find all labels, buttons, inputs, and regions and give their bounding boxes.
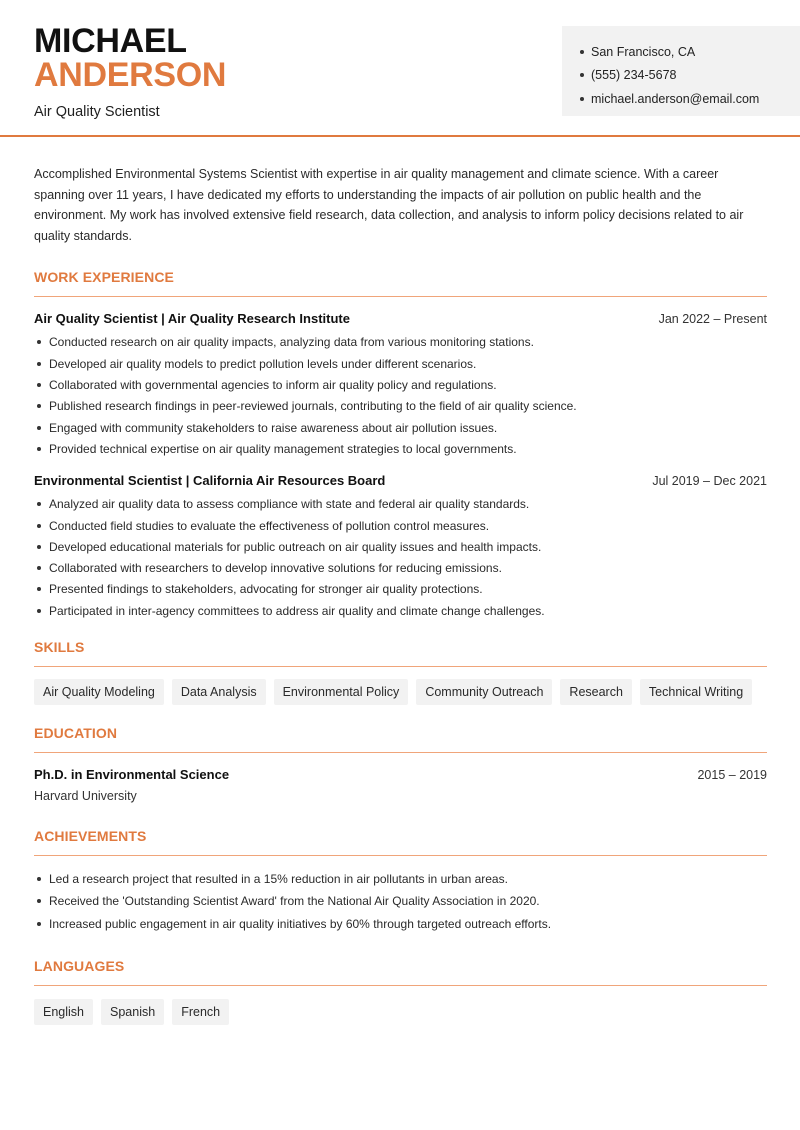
bullet-text: Participated in inter-agency committees to address air quality and climate change challenges. [49, 603, 545, 618]
bullet-icon [580, 50, 584, 54]
bullet-icon [37, 899, 41, 903]
bullet-icon [37, 609, 41, 613]
bullet-text: Developed educational materials for public outreach on air quality issues and health impacts. [49, 539, 542, 554]
bullet-icon [37, 877, 41, 881]
job-header [34, 473, 767, 488]
bullet-text: Collaborated with governmental agencies to inform air quality policy and regulations. [49, 378, 497, 393]
bullet-icon [37, 383, 41, 387]
list-item [34, 557, 767, 578]
bullet-text: Conducted field studies to evaluate the effectiveness of pollution control measures. [49, 518, 490, 533]
education-degree: Ph.D. in Environmental Science [34, 767, 230, 783]
bullet-icon [37, 447, 41, 451]
education-entry [34, 767, 767, 803]
bullet-icon [580, 73, 584, 77]
skills-list [34, 679, 767, 705]
language-tag: English [34, 999, 93, 1025]
list-item [34, 374, 767, 395]
bullet-icon [37, 922, 41, 926]
bullet-text: Analyzed air quality data to assess compliance with state and federal air quality standards. [49, 497, 530, 512]
section-title-education: EDUCATION [34, 725, 767, 753]
contact-box [562, 26, 800, 116]
job-title-headline: Air Quality Scientist [34, 104, 160, 120]
skill-tag: Environmental Policy [274, 679, 409, 705]
contact-location-text: San Francisco, CA [591, 44, 696, 59]
list-item [34, 332, 767, 353]
resume-header [0, 0, 800, 137]
bullet-text: Conducted research on air quality impacts, analyzing data from various monitoring stations. [49, 335, 534, 350]
list-item [34, 600, 767, 621]
resume-body [34, 164, 767, 1025]
job-title: Air Quality Scientist | Air Quality Research Institute [34, 310, 350, 326]
section-title-achievements: ACHIEVEMENTS [34, 828, 767, 856]
job-entry [34, 311, 767, 460]
contact-email[interactable] [580, 87, 800, 111]
bullet-icon [37, 404, 41, 408]
job-header [34, 311, 767, 326]
first-name: MICHAEL [34, 22, 187, 60]
bullet-text: Provided technical expertise on air quality management strategies to local governments. [49, 441, 517, 456]
contact-location [580, 40, 800, 64]
education-dates: 2015 – 2019 [697, 768, 767, 783]
skill-tag: Data Analysis [172, 679, 266, 705]
languages-list [34, 999, 767, 1025]
bullet-icon [37, 426, 41, 430]
education-header [34, 767, 767, 782]
list-item [34, 396, 767, 417]
skill-tag: Air Quality Modeling [34, 679, 164, 705]
contact-phone-text: (555) 234-5678 [591, 68, 677, 83]
list-item [34, 579, 767, 600]
bullet-icon [37, 545, 41, 549]
skill-tag: Technical Writing [640, 679, 752, 705]
summary: Accomplished Environmental Systems Scientist with expertise in air quality management and climate science. With a career spanning over 11 years, I have dedicated my efforts to understanding the impacts of air pollution on public health and the environment. My work has involved extensive field research, data collection, and analysis to inform policy decisions related to air quality standards. [34, 167, 744, 244]
section-title-skills: SKILLS [34, 639, 767, 667]
achievement-text: Increased public engagement in air quality initiatives by 60% through targeted outreach efforts. [49, 916, 552, 931]
achievement-text: Received the 'Outstanding Scientist Award' from the National Air Quality Association in 2020. [49, 894, 540, 909]
bullet-text: Collaborated with researchers to develop innovative solutions for reducing emissions. [49, 561, 502, 576]
bullet-text: Presented findings to stakeholders, advocating for stronger air quality protections. [49, 582, 483, 597]
bullet-icon [580, 97, 584, 101]
bullet-icon [37, 566, 41, 570]
list-item [34, 912, 767, 935]
list-item [34, 494, 767, 515]
list-item [34, 438, 767, 459]
last-name: ANDERSON [34, 56, 227, 94]
list-item [34, 417, 767, 438]
achievements-list [34, 867, 767, 935]
skill-tag: Research [560, 679, 632, 705]
bullet-text: Engaged with community stakeholders to raise awareness about air pollution issues. [49, 420, 498, 435]
bullet-text: Developed air quality models to predict pollution levels under different scenarios. [49, 356, 477, 371]
job-entry [34, 473, 767, 622]
job-bullets [34, 494, 767, 622]
list-item [34, 890, 767, 913]
name-block [34, 24, 226, 120]
list-item [34, 353, 767, 374]
list-item [34, 515, 767, 536]
job-dates: Jan 2022 – Present [658, 311, 767, 326]
list-item [34, 536, 767, 557]
language-tag: Spanish [101, 999, 164, 1025]
bullet-icon [37, 524, 41, 528]
job-bullets [34, 332, 767, 460]
section-title-languages: LANGUAGES [34, 958, 767, 986]
achievement-text: Led a research project that resulted in a 15% reduction in air pollutants in urban areas. [49, 871, 508, 886]
language-tag: French [172, 999, 229, 1025]
bullet-icon [37, 587, 41, 591]
list-item [34, 867, 767, 890]
job-title: Environmental Scientist | California Air Resources Board [34, 472, 386, 488]
bullet-icon [37, 502, 41, 506]
job-dates: Jul 2019 – Dec 2021 [652, 473, 767, 488]
section-title-work: WORK EXPERIENCE [34, 269, 767, 297]
education-school: Harvard University [34, 789, 137, 804]
bullet-icon [37, 362, 41, 366]
bullet-text: Published research findings in peer-reviewed journals, contributing to the field of air quality science. [49, 399, 577, 414]
contact-email-text[interactable]: michael.anderson@email.com [591, 91, 760, 106]
bullet-icon [37, 340, 41, 344]
contact-phone [580, 64, 800, 88]
skill-tag: Community Outreach [416, 679, 552, 705]
